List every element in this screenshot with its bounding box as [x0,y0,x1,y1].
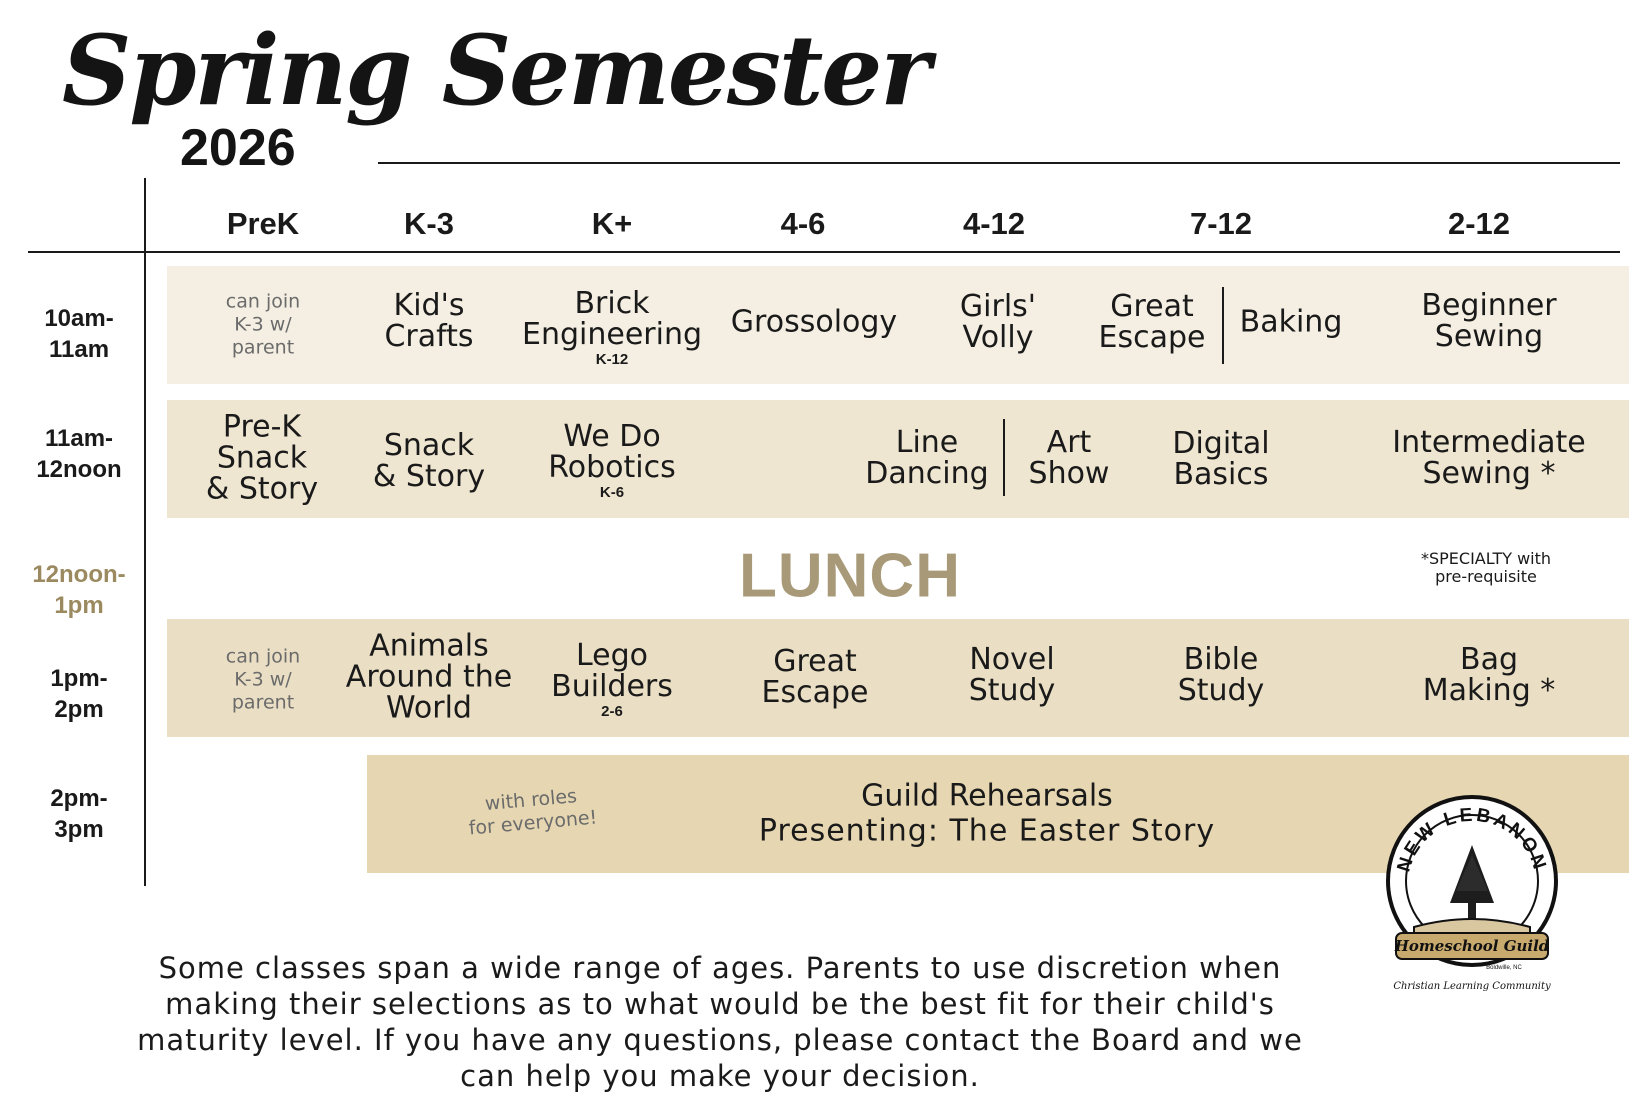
logo-arc-text: NEW LEBANON [1393,804,1551,875]
class-baking: Baking [1239,304,1343,340]
grade-note-k12: K-12 [595,351,629,368]
class-we-do-robotics [548,421,675,503]
time-label-2pm: 2pm- 3pm [50,785,108,843]
class-we-do-robotics-title: We Do Robotics [548,419,676,485]
class-brick-engineering [522,288,702,370]
specialty-note: *SPECIALTY with pre-requisite [1420,549,1552,586]
class-line-dancing: Line Dancing [865,425,989,491]
grade-note-k6: K-6 [599,484,625,501]
logo-place: Boldwille, NC [1486,965,1522,971]
class-kids-crafts: Kid's Crafts [384,288,474,354]
column-header-4-12: 4-12 [962,206,1026,241]
column-header-k3: K-3 [404,206,454,241]
time-label-12noon: 12noon- 1pm [32,561,126,619]
class-great-escape-4-6: Great Escape [761,644,869,710]
year-label: 2026 [180,119,296,177]
class-novel-study: Novel Study [968,642,1056,708]
column-header-kplus: K+ [591,206,633,241]
column-header-4-6: 4-6 [780,206,826,241]
class-bible-study: Bible Study [1177,642,1265,708]
logo-tagline: Christian Learning Community [1393,981,1551,992]
column-header-7-12: 7-12 [1189,206,1253,241]
lunch-label: LUNCH [739,541,961,611]
footer-note: Some classes span a wide range of ages. Parents to use discretion when making their selections as to what would be the best fit for their child's maturity level. If you have any questions, please contact the Board and we can help you make your decision. [137,951,1303,1093]
time-label-10am: 10am- 11am [44,305,114,363]
guild-logo [1384,793,1560,993]
class-prek-join-pm: can join K-3 w/ parent [225,645,301,714]
class-lego-builders-title: Lego Builders [551,638,673,704]
time-column-divider [144,178,146,886]
easter-story-title: Presenting: The Easter Story [758,813,1216,849]
title-underline [378,162,1620,164]
class-intermediate-sewing: Intermediate Sewing * [1392,425,1586,491]
guild-rehearsals-title: Guild Rehearsals [861,778,1113,814]
class-beginner-sewing: Beginner Sewing [1421,288,1557,354]
header-divider [28,251,1620,253]
class-girls-volly: Girls' Volly [959,289,1037,355]
class-great-escape-7-12: Great Escape [1098,289,1206,355]
roles-note: with roles for everyone! [467,785,599,840]
class-bag-making: Bag Making * [1422,642,1556,708]
column-header-2-12: 2-12 [1447,206,1511,241]
class-digital-basics: Digital Basics [1172,426,1270,492]
time-label-11am: 11am- 12noon [36,425,122,483]
class-brick-engineering-title: Brick Engineering [522,286,702,352]
class-art-show: Art Show [1028,425,1110,491]
grade-note-2-6: 2-6 [601,703,623,720]
time-label-1pm: 1pm- 2pm [50,665,108,723]
cell-divider [1003,419,1005,496]
cell-divider [1222,287,1224,364]
logo-emblem [1384,793,1560,993]
class-lego-builders [551,640,673,722]
logo-script: Homeschool Guild [1394,937,1550,955]
class-grossology: Grossology [730,304,898,340]
class-prek-snack-story: Pre-K Snack & Story [205,409,319,507]
class-animals-around-the-world: Animals Around the World [345,628,513,726]
class-prek-join: can join K-3 w/ parent [225,290,301,359]
page-title: Spring Semester [62,14,929,127]
column-header-prek: PreK [226,206,300,241]
class-snack-story: Snack & Story [372,428,486,494]
